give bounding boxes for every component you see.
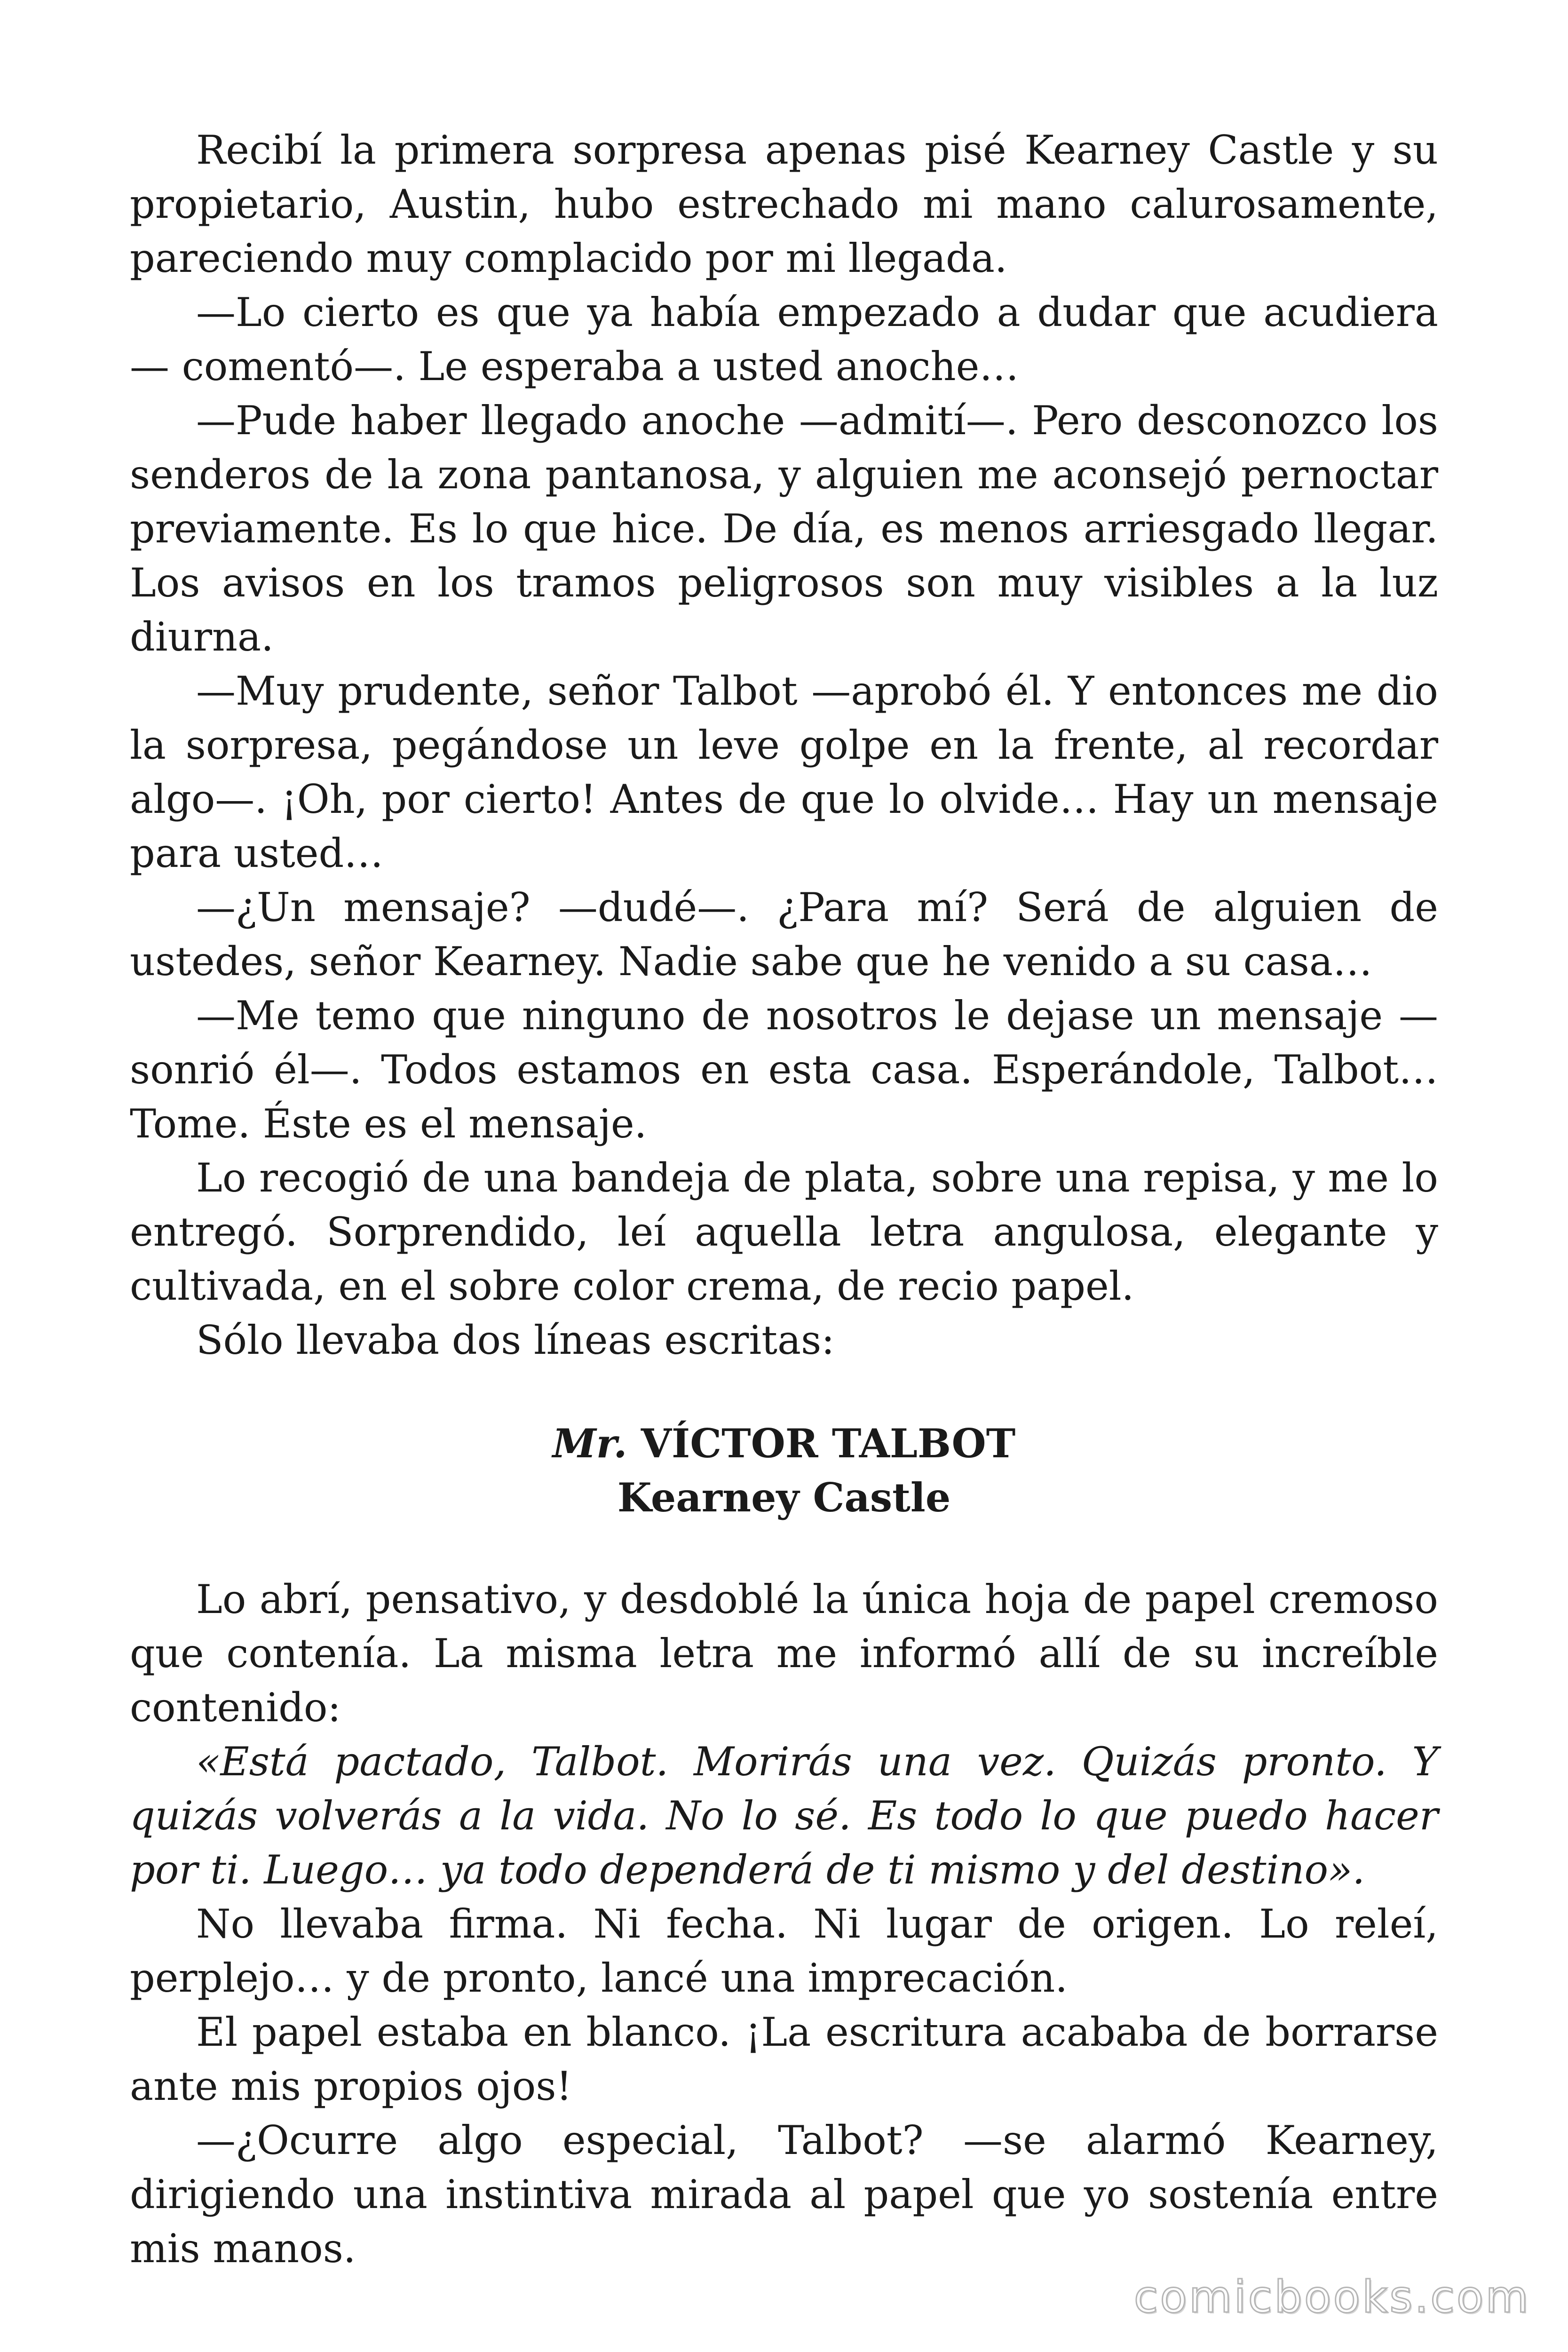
paragraph-12: —¿Ocurre algo especial, Talbot? —se alarmó Kearney, dirigiendo una instintiva mirada al papel que yo sostenía entre mis manos.	[130, 2117, 1438, 2272]
paragraph-7: Lo recogió de una bandeja de plata, sobre una repisa, y me lo entregó. Sorprendido, leí aquella letra angulosa, elegante y cultivada, en el sobre color crema, de recio papel.	[130, 1155, 1438, 1309]
watermark-logo: comicbooks.com	[1133, 2272, 1530, 2323]
envelope-name: VÍCTOR TALBOT	[641, 1420, 1016, 1467]
paragraph-4: —Muy prudente, señor Talbot —aprobó él. Y entonces me dio la sorpresa, pegándose un leve golpe en la frente, al recordar algo—. ¡Oh, por cierto! Antes de que lo olvide… Hay un mensaje para usted…	[130, 668, 1438, 876]
envelope-address	[130, 1416, 1438, 1525]
paragraph-1: Recibí la primera sorpresa apenas pisé Kearney Castle y su propietario, Austin, hubo estrechado mi mano calurosamente, pareciendo muy complacido por mi llegada.	[130, 127, 1438, 281]
paragraph-10: No llevaba firma. Ni fecha. Ni lugar de origen. Lo releí, perplejo… y de pronto, lancé una imprecación.	[130, 1901, 1438, 2001]
paragraph-3: —Pude haber llegado anoche —admití—. Pero desconozco los senderos de la zona pantanosa, y alguien me aconsejó pernoctar previamente. Es lo que hice. De día, es menos arriesgado llegar. Los avisos en los tramos peligrosos son muy visibles a la luz diurna.	[130, 397, 1438, 660]
envelope-place: Kearney Castle	[617, 1474, 951, 1521]
paragraph-8: Sólo llevaba dos líneas escritas:	[196, 1317, 835, 1363]
paragraph-5: —¿Un mensaje? —dudé—. ¿Para mí? Será de alguien de ustedes, señor Kearney. Nadie sabe que he venido a su casa…	[130, 884, 1438, 985]
paragraph-9: Lo abrí, pensativo, y desdoblé la única hoja de papel cremoso que contenía. La misma letra me informó allí de su increíble contenido:	[130, 1576, 1438, 1731]
paragraph-2: —Lo cierto es que ya había empezado a dudar que acudiera — comentó—. Le esperaba a usted anoche…	[130, 289, 1438, 389]
page-body	[130, 123, 1438, 2276]
envelope-recipient	[130, 1416, 1438, 1470]
message-quote: «Está pactado, Talbot. Morirás una vez. Quizás pronto. Y quizás volverás a la vida. No lo sé. Es todo lo que puedo hacer por ti. Luego… ya todo dependerá de ti mismo y del destino».	[130, 1739, 1438, 1893]
envelope-title: Mr.	[552, 1420, 627, 1467]
paragraph-11: El papel estaba en blanco. ¡La escritura acababa de borrarse ante mis propios ojos!	[130, 2009, 1438, 2109]
paragraph-6: —Me temo que ninguno de nosotros le dejase un mensaje — sonrió él—. Todos estamos en esta casa. Esperándole, Talbot… Tome. Éste es el mensaje.	[130, 993, 1438, 1147]
